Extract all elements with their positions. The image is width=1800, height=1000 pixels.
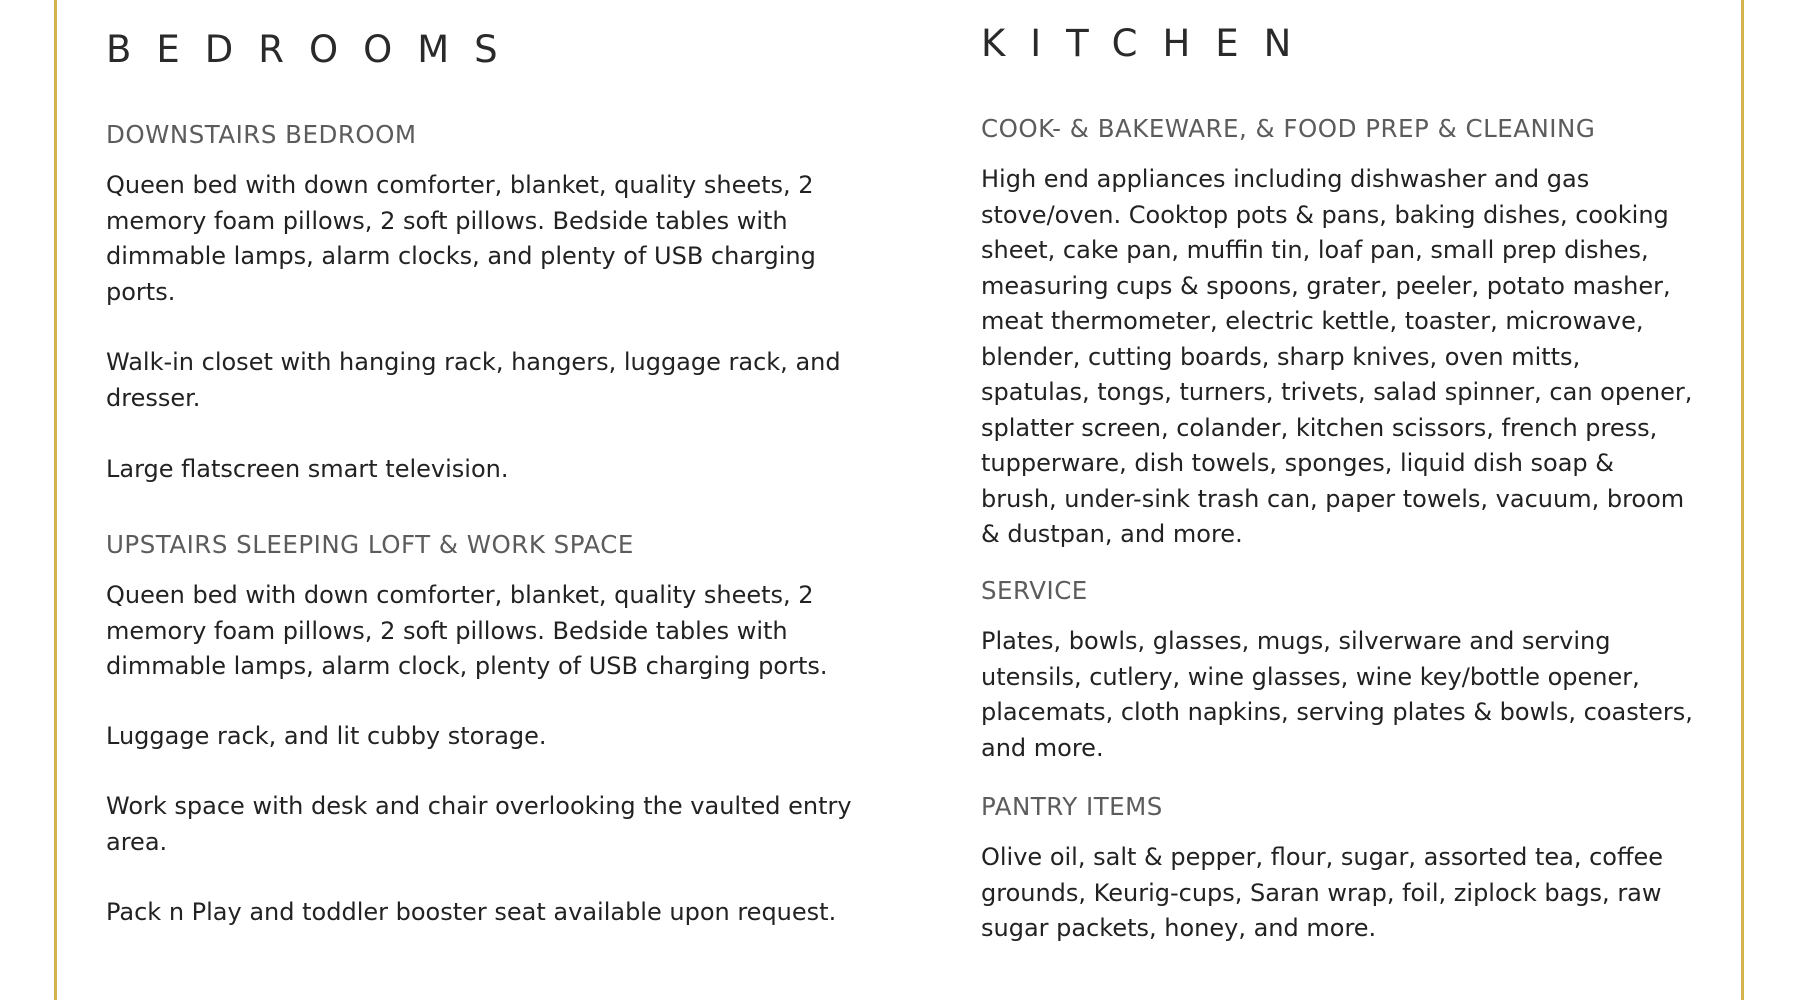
cookware-paragraph: High end appliances including dishwasher and gas stove/oven. Cooktop pots & pans, baking dishes, cooking sheet, cake pan, muffin tin, loaf pan, small prep dishes, measuring cups & spoons, grater, peeler, potato masher, meat thermometer, electric kettle, toaster, microwave, blender, cutting boards, sharp knives, oven mitts, spatulas, tongs, turners, trivets, salad spinner, can opener, splatter screen, colander, kitchen scissors, french press, tupperware, dish towels, sponges, liquid dish soap & brush, under-sink trash can, paper towels, vacuum, broom & dustpan, and more. — [981, 165, 1693, 548]
downstairs-closet-paragraph: Walk-in closet with hanging rack, hangers, luggage rack, and dresser. — [106, 348, 841, 412]
service-paragraph: Plates, bowls, glasses, mugs, silverware and serving utensils, cutlery, wine glasses, wine key/bottle opener, placemats, cloth napkins, serving plates & bowls, coasters, and more. — [981, 627, 1693, 762]
upstairs-packnplay-paragraph: Pack n Play and toddler booster seat available upon request. — [106, 898, 837, 926]
pantry-paragraph: Olive oil, salt & pepper, flour, sugar, assorted tea, coffee grounds, Keurig-cups, Saran wrap, foil, ziplock bags, raw sugar packets, honey, and more. — [981, 843, 1664, 942]
downstairs-bed-paragraph: Queen bed with down comforter, blanket, quality sheets, 2 memory foam pillows, 2 soft pillows. Bedside tables with dimmable lamps, alarm clocks, and plenty of USB charging ports. — [106, 171, 816, 306]
page-border-left — [54, 0, 57, 1000]
page-border-right — [1741, 0, 1744, 1000]
upstairs-loft-heading: UPSTAIRS SLEEPING LOFT & WORK SPACE — [106, 530, 634, 559]
bedrooms-title: BEDROOMS — [106, 28, 523, 71]
upstairs-bed-paragraph: Queen bed with down comforter, blanket, quality sheets, 2 memory foam pillows, 2 soft pillows. Bedside tables with dimmable lamps, alarm clock, plenty of USB charging ports. — [106, 581, 828, 680]
cookware-heading: COOK- & BAKEWARE, & FOOD PREP & CLEANING — [981, 114, 1596, 143]
upstairs-luggage-paragraph: Luggage rack, and lit cubby storage. — [106, 722, 547, 750]
downstairs-bedroom-heading: DOWNSTAIRS BEDROOM — [106, 120, 417, 149]
downstairs-tv-paragraph: Large flatscreen smart television. — [106, 455, 509, 483]
kitchen-title: KITCHEN — [981, 22, 1317, 65]
upstairs-workspace-paragraph: Work space with desk and chair overlooking the vaulted entry area. — [106, 792, 852, 856]
service-heading: SERVICE — [981, 576, 1088, 605]
pantry-heading: PANTRY ITEMS — [981, 792, 1163, 821]
